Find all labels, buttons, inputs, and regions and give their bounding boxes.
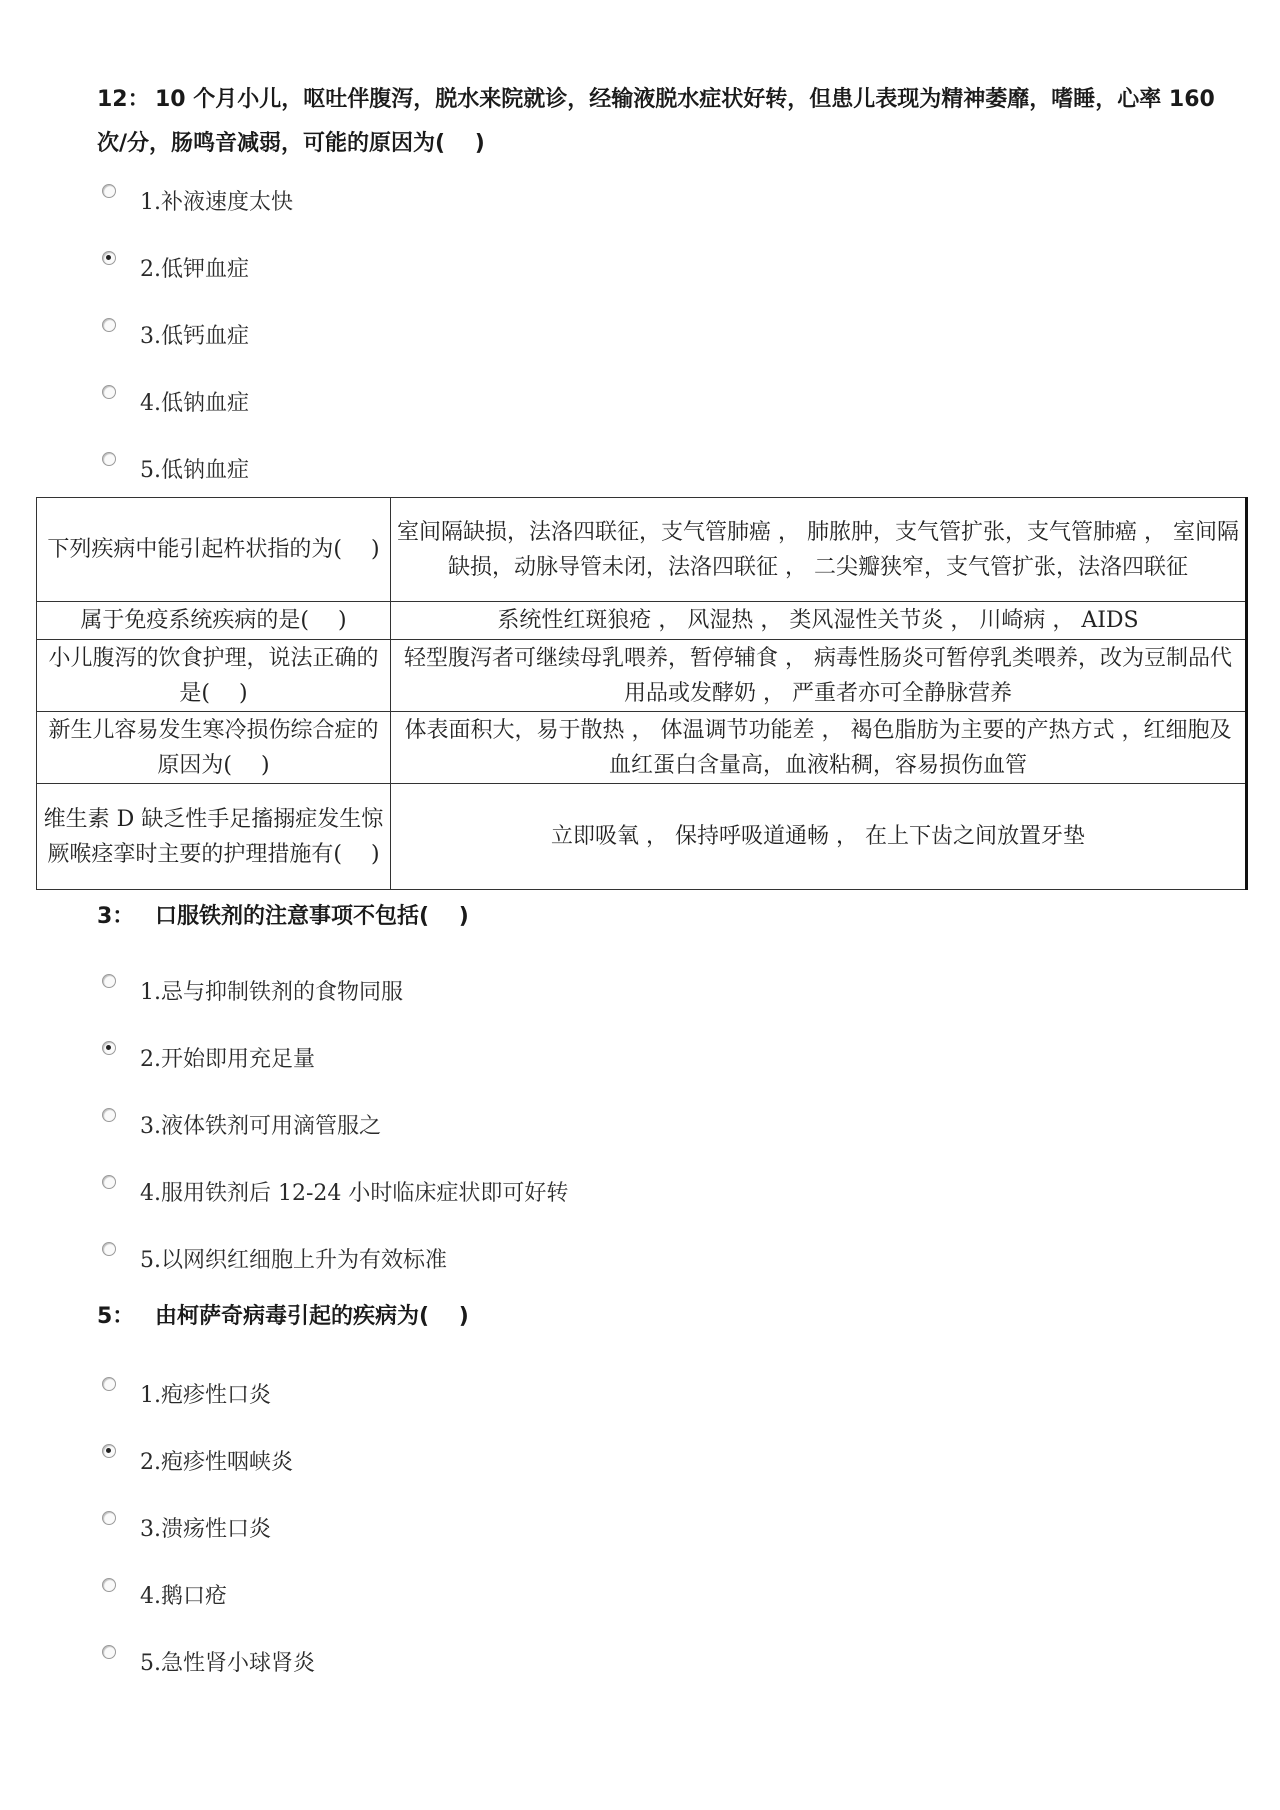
radio-button-icon[interactable] [102, 1578, 116, 1592]
table-row [37, 784, 1247, 890]
radio-button-icon[interactable] [102, 184, 116, 198]
q5-option-2[interactable] [102, 1445, 293, 1475]
option-label: 3.液体铁剂可用滴管服之 [140, 1113, 381, 1139]
radio-button-icon[interactable] [102, 1242, 116, 1256]
table-answer-cell: 轻型腹泻者可继续母乳喂养，暂停辅食 ， 病毒性肠炎可暂停乳类喂养，改为豆制品代用品或发酵奶 ， 严重者亦可全静脉营养 [391, 640, 1247, 712]
q12-option-4[interactable] [102, 386, 249, 416]
option-label: 1.补液速度太快 [140, 189, 293, 215]
table-question-cell: 维生素 D 缺乏性手足搐搦症发生惊厥喉痉挛时主要的护理措施有( ) [37, 784, 391, 890]
question-text: 10 个月小儿，呕吐伴腹泻，脱水来院就诊，经输液脱水症状好转，但患儿表现为精神萎靡，嗜睡，心率 160 次/分，肠鸣音减弱，可能的原因为( ) [97, 87, 1215, 156]
option-label: 3.低钙血症 [140, 323, 249, 349]
table-question-cell: 属于免疫系统疾病的是( ) [37, 602, 391, 640]
q3-option-5[interactable] [102, 1243, 447, 1273]
question-text: 口服铁剂的注意事项不包括( ) [155, 904, 469, 929]
option-label: 2.疱疹性咽峡炎 [140, 1449, 293, 1475]
table-row [37, 602, 1247, 640]
q3-option-2[interactable] [102, 1042, 315, 1072]
radio-button-icon[interactable] [102, 1511, 116, 1525]
radio-button-icon[interactable] [102, 1175, 116, 1189]
table-row [37, 498, 1247, 602]
q12-option-5[interactable] [102, 453, 249, 483]
option-label: 4.鹅口疮 [140, 1583, 227, 1609]
question-number: 5： [97, 1304, 135, 1329]
radio-button-icon[interactable] [102, 452, 116, 466]
q12-option-1[interactable] [102, 185, 293, 215]
q3-option-1[interactable] [102, 975, 403, 1005]
table-question-cell: 小儿腹泻的饮食护理，说法正确的是( ) [37, 640, 391, 712]
table-question-cell: 新生儿容易发生寒冷损伤综合症的原因为( ) [37, 712, 391, 784]
answer-table [36, 497, 1248, 890]
radio-button-icon[interactable] [102, 318, 116, 332]
option-label: 4.低钠血症 [140, 390, 249, 416]
radio-button-icon[interactable] [102, 1444, 116, 1458]
table-row [37, 640, 1247, 712]
radio-button-icon[interactable] [102, 1041, 116, 1055]
option-label: 2.低钾血症 [140, 256, 249, 282]
radio-button-icon[interactable] [102, 1645, 116, 1659]
question-text: 由柯萨奇病毒引起的疾病为( ) [155, 1304, 469, 1329]
option-label: 4.服用铁剂后 12-24 小时临床症状即可好转 [140, 1180, 569, 1206]
option-label: 1.忌与抑制铁剂的食物同服 [140, 979, 403, 1005]
radio-button-icon[interactable] [102, 251, 116, 265]
option-label: 5.低钠血症 [140, 457, 249, 483]
question-12-stem [97, 78, 1247, 166]
option-label: 5.以网织红细胞上升为有效标准 [140, 1247, 447, 1273]
q3-option-4[interactable] [102, 1176, 568, 1206]
option-label: 5.急性肾小球肾炎 [140, 1650, 315, 1676]
radio-button-icon[interactable] [102, 1108, 116, 1122]
option-label: 1.疱疹性口炎 [140, 1382, 271, 1408]
table-answer-cell: 系统性红斑狼疮 ， 风湿热 ， 类风湿性关节炎 ， 川崎病 ， AIDS [391, 602, 1247, 640]
q5-option-1[interactable] [102, 1378, 271, 1408]
question-5-stem [97, 1295, 1247, 1339]
table-answer-cell: 立即吸氧 ， 保持呼吸道通畅 ， 在上下齿之间放置牙垫 [391, 784, 1247, 890]
q12-option-2[interactable] [102, 252, 249, 282]
q12-option-3[interactable] [102, 319, 249, 349]
question-number: 3： [97, 904, 135, 929]
radio-button-icon[interactable] [102, 385, 116, 399]
table-question-cell: 下列疾病中能引起杵状指的为( ) [37, 498, 391, 602]
q5-option-5[interactable] [102, 1646, 315, 1676]
q5-option-3[interactable] [102, 1512, 271, 1542]
q5-option-4[interactable] [102, 1579, 227, 1609]
question-number: 12： [97, 87, 150, 112]
radio-button-icon[interactable] [102, 974, 116, 988]
table-answer-cell: 室间隔缺损，法洛四联征，支气管肺癌 ， 肺脓肿，支气管扩张，支气管肺癌 ， 室间隔缺损，动脉导管未闭，法洛四联征 ， 二尖瓣狭窄，支气管扩张，法洛四联征 [391, 498, 1247, 602]
radio-button-icon[interactable] [102, 1377, 116, 1391]
table-answer-cell: 体表面积大，易于散热 ， 体温调节功能差 ， 褐色脂肪为主要的产热方式 ，红细胞及血红蛋白含量高，血液粘稠，容易损伤血管 [391, 712, 1247, 784]
option-label: 3.溃疡性口炎 [140, 1516, 271, 1542]
option-label: 2.开始即用充足量 [140, 1046, 315, 1072]
question-3-stem [97, 895, 1247, 939]
q3-option-3[interactable] [102, 1109, 381, 1139]
table-row [37, 712, 1247, 784]
